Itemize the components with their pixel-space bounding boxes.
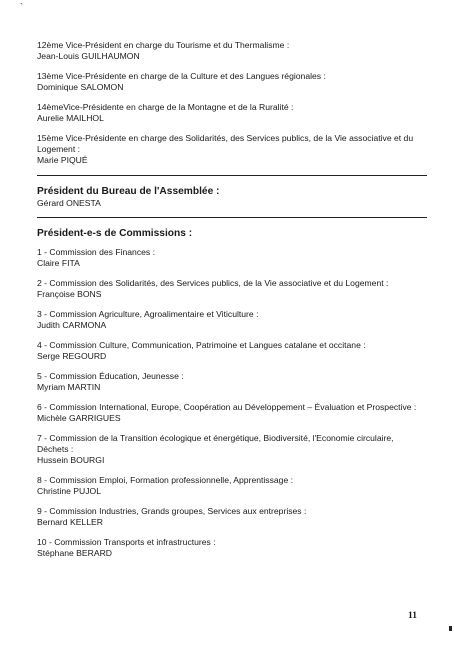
commission-president-name: Françoise BONS bbox=[37, 289, 102, 299]
commission-label: 2 - Commission des Solidarités, des Services publics, de la Vie associative et du Logement : bbox=[37, 278, 389, 288]
entry-role: 12ème Vice-Président en charge du Tourisme et du Thermalisme : bbox=[37, 40, 290, 50]
commission-entry bbox=[37, 506, 427, 528]
commission-entry bbox=[37, 309, 427, 331]
commission-label: 3 - Commission Agriculture, Agroalimentaire et Viticulture : bbox=[37, 309, 259, 319]
commission-label: 8 - Commission Emploi, Formation professionnelle, Apprentissage : bbox=[37, 475, 294, 485]
commission-entry bbox=[37, 402, 427, 424]
entry-role: 15ème Vice-Présidente en charge des Solidarités, des Services publics, de la Vie associative et du Logement : bbox=[37, 133, 414, 154]
commission-president-name: Stéphane BERARD bbox=[37, 548, 112, 558]
commission-president-name: Judith CARMONA bbox=[37, 320, 107, 330]
commission-entry bbox=[37, 340, 427, 362]
commission-label: 1 - Commission des Finances : bbox=[37, 247, 155, 257]
commission-president-name: Claire FITA bbox=[37, 258, 80, 268]
commission-entry bbox=[37, 247, 427, 269]
entry-name: Dominique SALOMON bbox=[37, 82, 124, 92]
vice-president-entry bbox=[37, 102, 427, 124]
commission-label: 6 - Commission International, Europe, Coopération au Développement – Évaluation et Prospective : bbox=[37, 402, 417, 412]
commission-entry bbox=[37, 371, 427, 393]
commission-entry bbox=[37, 537, 427, 559]
commission-label: 7 - Commission de la Transition écologique et énergétique, Biodiversité, l'Economie circulaire, Déchets : bbox=[37, 433, 394, 454]
bureau-heading: Président du Bureau de l'Assemblée : bbox=[37, 186, 220, 197]
commission-label: 5 - Commission Éducation, Jeunesse : bbox=[37, 371, 184, 381]
commission-label: 10 - Commission Transports et infrastructures : bbox=[37, 537, 216, 547]
commission-entry bbox=[37, 278, 427, 300]
scan-edge-mark bbox=[449, 626, 452, 631]
bureau-president-name: Gérard ONESTA bbox=[37, 198, 101, 208]
commission-entry bbox=[37, 433, 427, 466]
commission-president-name: Hussein BOURGI bbox=[37, 455, 105, 465]
entry-role: 13ème Vice-Présidente en charge de la Culture et des Langues régionales : bbox=[37, 71, 326, 81]
commissions-heading: Président-e-s de Commissions : bbox=[37, 228, 193, 239]
entry-name: Marie PIQUÉ bbox=[37, 155, 88, 165]
commission-president-name: Bernard KELLER bbox=[37, 517, 103, 527]
commission-president-name: Christine PUJOL bbox=[37, 486, 101, 496]
section-divider bbox=[37, 217, 427, 218]
page-content bbox=[37, 40, 427, 568]
commission-entry bbox=[37, 475, 427, 497]
vice-president-entry bbox=[37, 71, 427, 93]
commission-label: 4 - Commission Culture, Communication, Patrimoine et Langues catalane et occitane : bbox=[37, 340, 366, 350]
entry-name: Jean-Louis GUILHAUMON bbox=[37, 51, 140, 61]
vice-president-entry bbox=[37, 40, 427, 62]
commission-president-name: Serge REGOURD bbox=[37, 351, 107, 361]
entry-name: Aurelie MAILHOL bbox=[37, 113, 104, 123]
commission-president-name: Myriam MARTIN bbox=[37, 382, 101, 392]
page-number: 11 bbox=[408, 611, 417, 621]
vice-president-list bbox=[37, 40, 427, 166]
commissions-section bbox=[37, 228, 427, 559]
vice-president-entry bbox=[37, 133, 427, 166]
commission-president-name: Michèle GARRIGUES bbox=[37, 413, 121, 423]
scan-mark: ` bbox=[20, 2, 23, 12]
commission-label: 9 - Commission Industries, Grands groupes, Services aux entreprises : bbox=[37, 506, 307, 516]
bureau-section bbox=[37, 186, 427, 209]
entry-role: 14èmeVice-Présidente en charge de la Montagne et de la Ruralité : bbox=[37, 102, 294, 112]
section-divider bbox=[37, 175, 427, 176]
